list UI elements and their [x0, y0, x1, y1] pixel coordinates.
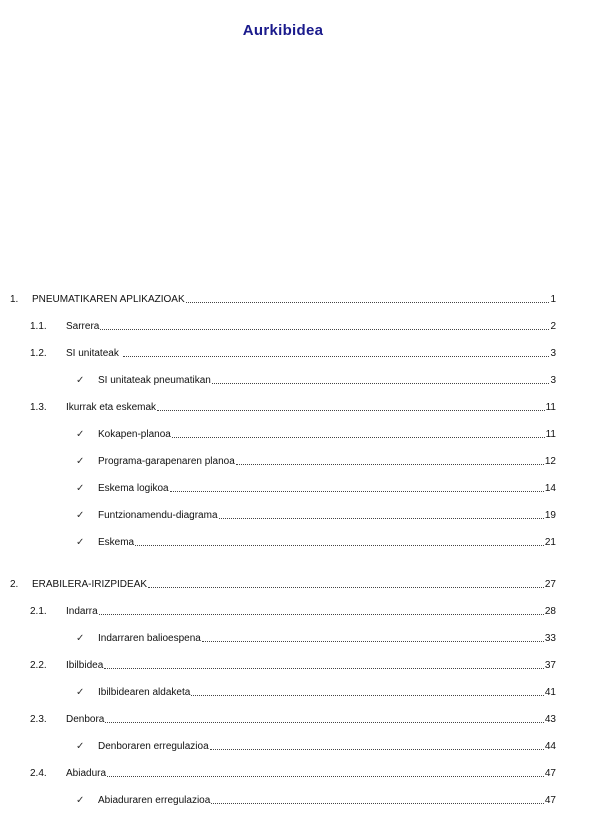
check-mark-icon: ✓	[76, 510, 85, 521]
check-mark-icon: ✓	[76, 429, 85, 440]
toc-leader-dots	[148, 587, 544, 588]
toc-entry-label: Abiaduraren erregulazioa	[98, 795, 211, 806]
toc-leader-dots	[236, 464, 544, 465]
toc-entry[interactable]	[76, 685, 556, 699]
toc-entry-label: Kokapen-planoa	[98, 429, 171, 440]
toc-entry-number: 2.2.	[30, 660, 47, 671]
toc-leader-dots	[211, 803, 544, 804]
toc-entry-page-number: 3	[550, 348, 556, 359]
toc-entry-label: Ibilbidea	[66, 660, 104, 671]
toc-leader-dots	[104, 668, 544, 669]
toc-entry-label: Denbora	[66, 714, 105, 725]
toc-entry-page-number: 1	[550, 294, 556, 305]
toc-entry-page-number: 21	[544, 537, 556, 548]
toc-leader-dots	[99, 614, 544, 615]
toc-entry[interactable]	[76, 793, 556, 807]
toc-leader-dots	[100, 329, 549, 330]
check-mark-icon: ✓	[76, 633, 85, 644]
toc-entry[interactable]	[30, 658, 556, 672]
toc-entry-label: Eskema logikoa	[98, 483, 169, 494]
toc-entry-label: Programa-garapenaren planoa	[98, 456, 235, 467]
toc-entry-label: Indarra	[66, 606, 98, 617]
toc-leader-dots	[105, 722, 544, 723]
toc-entry[interactable]	[76, 631, 556, 645]
check-mark-icon: ✓	[76, 795, 85, 806]
toc-leader-dots	[107, 776, 544, 777]
toc-leader-dots	[212, 383, 550, 384]
toc-entry-page-number: 43	[544, 714, 556, 725]
toc-entry[interactable]	[10, 292, 556, 306]
toc-entry[interactable]	[76, 454, 556, 468]
toc-leader-dots	[191, 695, 544, 696]
toc-entry-number: 1.	[10, 294, 19, 305]
toc-entry[interactable]	[10, 577, 556, 591]
toc-entry-page-number: 41	[544, 687, 556, 698]
toc-entry[interactable]	[30, 604, 556, 618]
toc-entry-page-number: 44	[544, 741, 556, 752]
toc-leader-dots	[202, 641, 544, 642]
check-mark-icon: ✓	[76, 375, 85, 386]
toc-leader-dots	[172, 437, 545, 438]
toc-entry[interactable]	[30, 400, 556, 414]
toc-entry-number: 2.4.	[30, 768, 47, 779]
toc-entry-number: 1.2.	[30, 348, 47, 359]
toc-leader-dots	[186, 302, 550, 303]
toc-entry-number: 2.	[10, 579, 19, 590]
toc-entry[interactable]	[30, 319, 556, 333]
toc-entry-page-number: 2	[550, 321, 556, 332]
toc-entry[interactable]	[76, 535, 556, 549]
toc-entry-page-number: 33	[544, 633, 556, 644]
toc-entry[interactable]	[30, 766, 556, 780]
toc-entry-label: Eskema	[98, 537, 135, 548]
toc-entry-label: Funtzionamendu-diagrama	[98, 510, 218, 521]
toc-leader-dots	[157, 410, 545, 411]
toc-entry-label: Indarraren balioespena	[98, 633, 201, 644]
toc-entry[interactable]	[76, 373, 556, 387]
toc-entry-number: 2.1.	[30, 606, 47, 617]
toc-entry-page-number: 47	[544, 795, 556, 806]
toc-entry-page-number: 47	[544, 768, 556, 779]
toc-entry-number: 1.3.	[30, 402, 47, 413]
toc-entry-page-number: 19	[544, 510, 556, 521]
toc-entry[interactable]	[30, 712, 556, 726]
toc-entry-number: 1.1.	[30, 321, 47, 332]
toc-entry-page-number: 27	[544, 579, 556, 590]
toc-entry-label: SI unitateak	[66, 348, 122, 359]
toc-entry-label: ERABILERA-IRIZPIDEAK	[32, 579, 148, 590]
toc-entry[interactable]	[76, 508, 556, 522]
toc-leader-dots	[219, 518, 544, 519]
toc-entry-page-number: 12	[544, 456, 556, 467]
toc-entry-number: 2.3.	[30, 714, 47, 725]
toc-entry[interactable]	[76, 481, 556, 495]
toc-entry-label: Denboraren erregulazioa	[98, 741, 209, 752]
toc-leader-dots	[210, 749, 544, 750]
toc-entry-label: Ibilbidearen aldaketa	[98, 687, 191, 698]
document-title: Aurkibidea	[242, 22, 324, 39]
toc-entry-page-number: 28	[544, 606, 556, 617]
toc-leader-dots	[135, 545, 544, 546]
check-mark-icon: ✓	[76, 483, 85, 494]
toc-entry-page-number: 11	[545, 402, 556, 413]
toc-entry[interactable]	[76, 427, 556, 441]
check-mark-icon: ✓	[76, 456, 85, 467]
toc-entry[interactable]	[76, 739, 556, 753]
toc-entry-label: Sarrera	[66, 321, 100, 332]
toc-entry-page-number: 11	[545, 429, 556, 440]
toc-entry-page-number: 3	[550, 375, 556, 386]
toc-entry-label: SI unitateak pneumatikan	[98, 375, 211, 386]
check-mark-icon: ✓	[76, 687, 85, 698]
toc-leader-dots	[123, 356, 550, 357]
toc-entry-label: Abiadura	[66, 768, 107, 779]
toc-entry[interactable]	[30, 346, 556, 360]
toc-leader-dots	[170, 491, 544, 492]
check-mark-icon: ✓	[76, 537, 85, 548]
toc-entry-page-number: 37	[544, 660, 556, 671]
toc-entry-label: PNEUMATIKAREN APLIKAZIOAK	[32, 294, 185, 305]
check-mark-icon: ✓	[76, 741, 85, 752]
toc-entry-page-number: 14	[544, 483, 556, 494]
toc-entry-label: Ikurrak eta eskemak	[66, 402, 157, 413]
